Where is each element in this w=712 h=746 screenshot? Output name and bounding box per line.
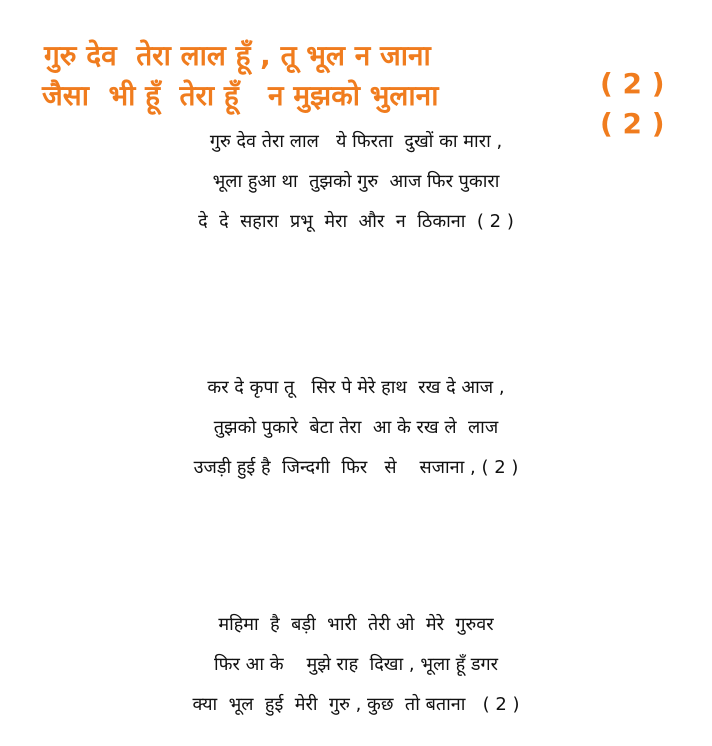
stanza-line: दे दे सहारा प्रभू मेरा और न ठिकाना ( 2 ) [198,211,514,232]
refrain-line-text: जैसा भी हूँ तेरा हूँ न मुझको भुलाना [42,79,439,112]
stanza-line: तुझको पुकारे बेटा तेरा आ के रख ले लाज [213,417,499,438]
stanza-line: भूला हुआ था तुझको गुरु आज फिर पुकारा [212,171,500,192]
stanza-line: फिर आ के मुझे राह दिखा , भूला हूँ डगर [214,654,498,675]
stanza-line: कर दे कृपा तू सिर पे मेरे हाथ रख दे आज , [207,377,505,398]
refrain-repeat-marker: ( 2 ) [600,107,665,140]
refrain-repeat-marker: ( 2 ) [600,67,665,100]
stanza-line: उजड़ी हुई है जिन्दगी फिर से सजाना , ( 2 ) [193,457,519,478]
refrain-line-text: गुरु देव तेरा लाल हूँ , तू भूल न जाना [44,39,431,72]
stanza-line: क्या भूल हुई मेरी गुरु , कुछ तो बताना ( 2 ) [192,694,520,715]
stanza-line: महिमा है बड़ी भारी तेरी ओ मेरे गुरुवर [218,614,494,635]
stanza-line: गुरु देव तेरा लाल ये फिरता दुखों का मारा , [209,131,503,152]
